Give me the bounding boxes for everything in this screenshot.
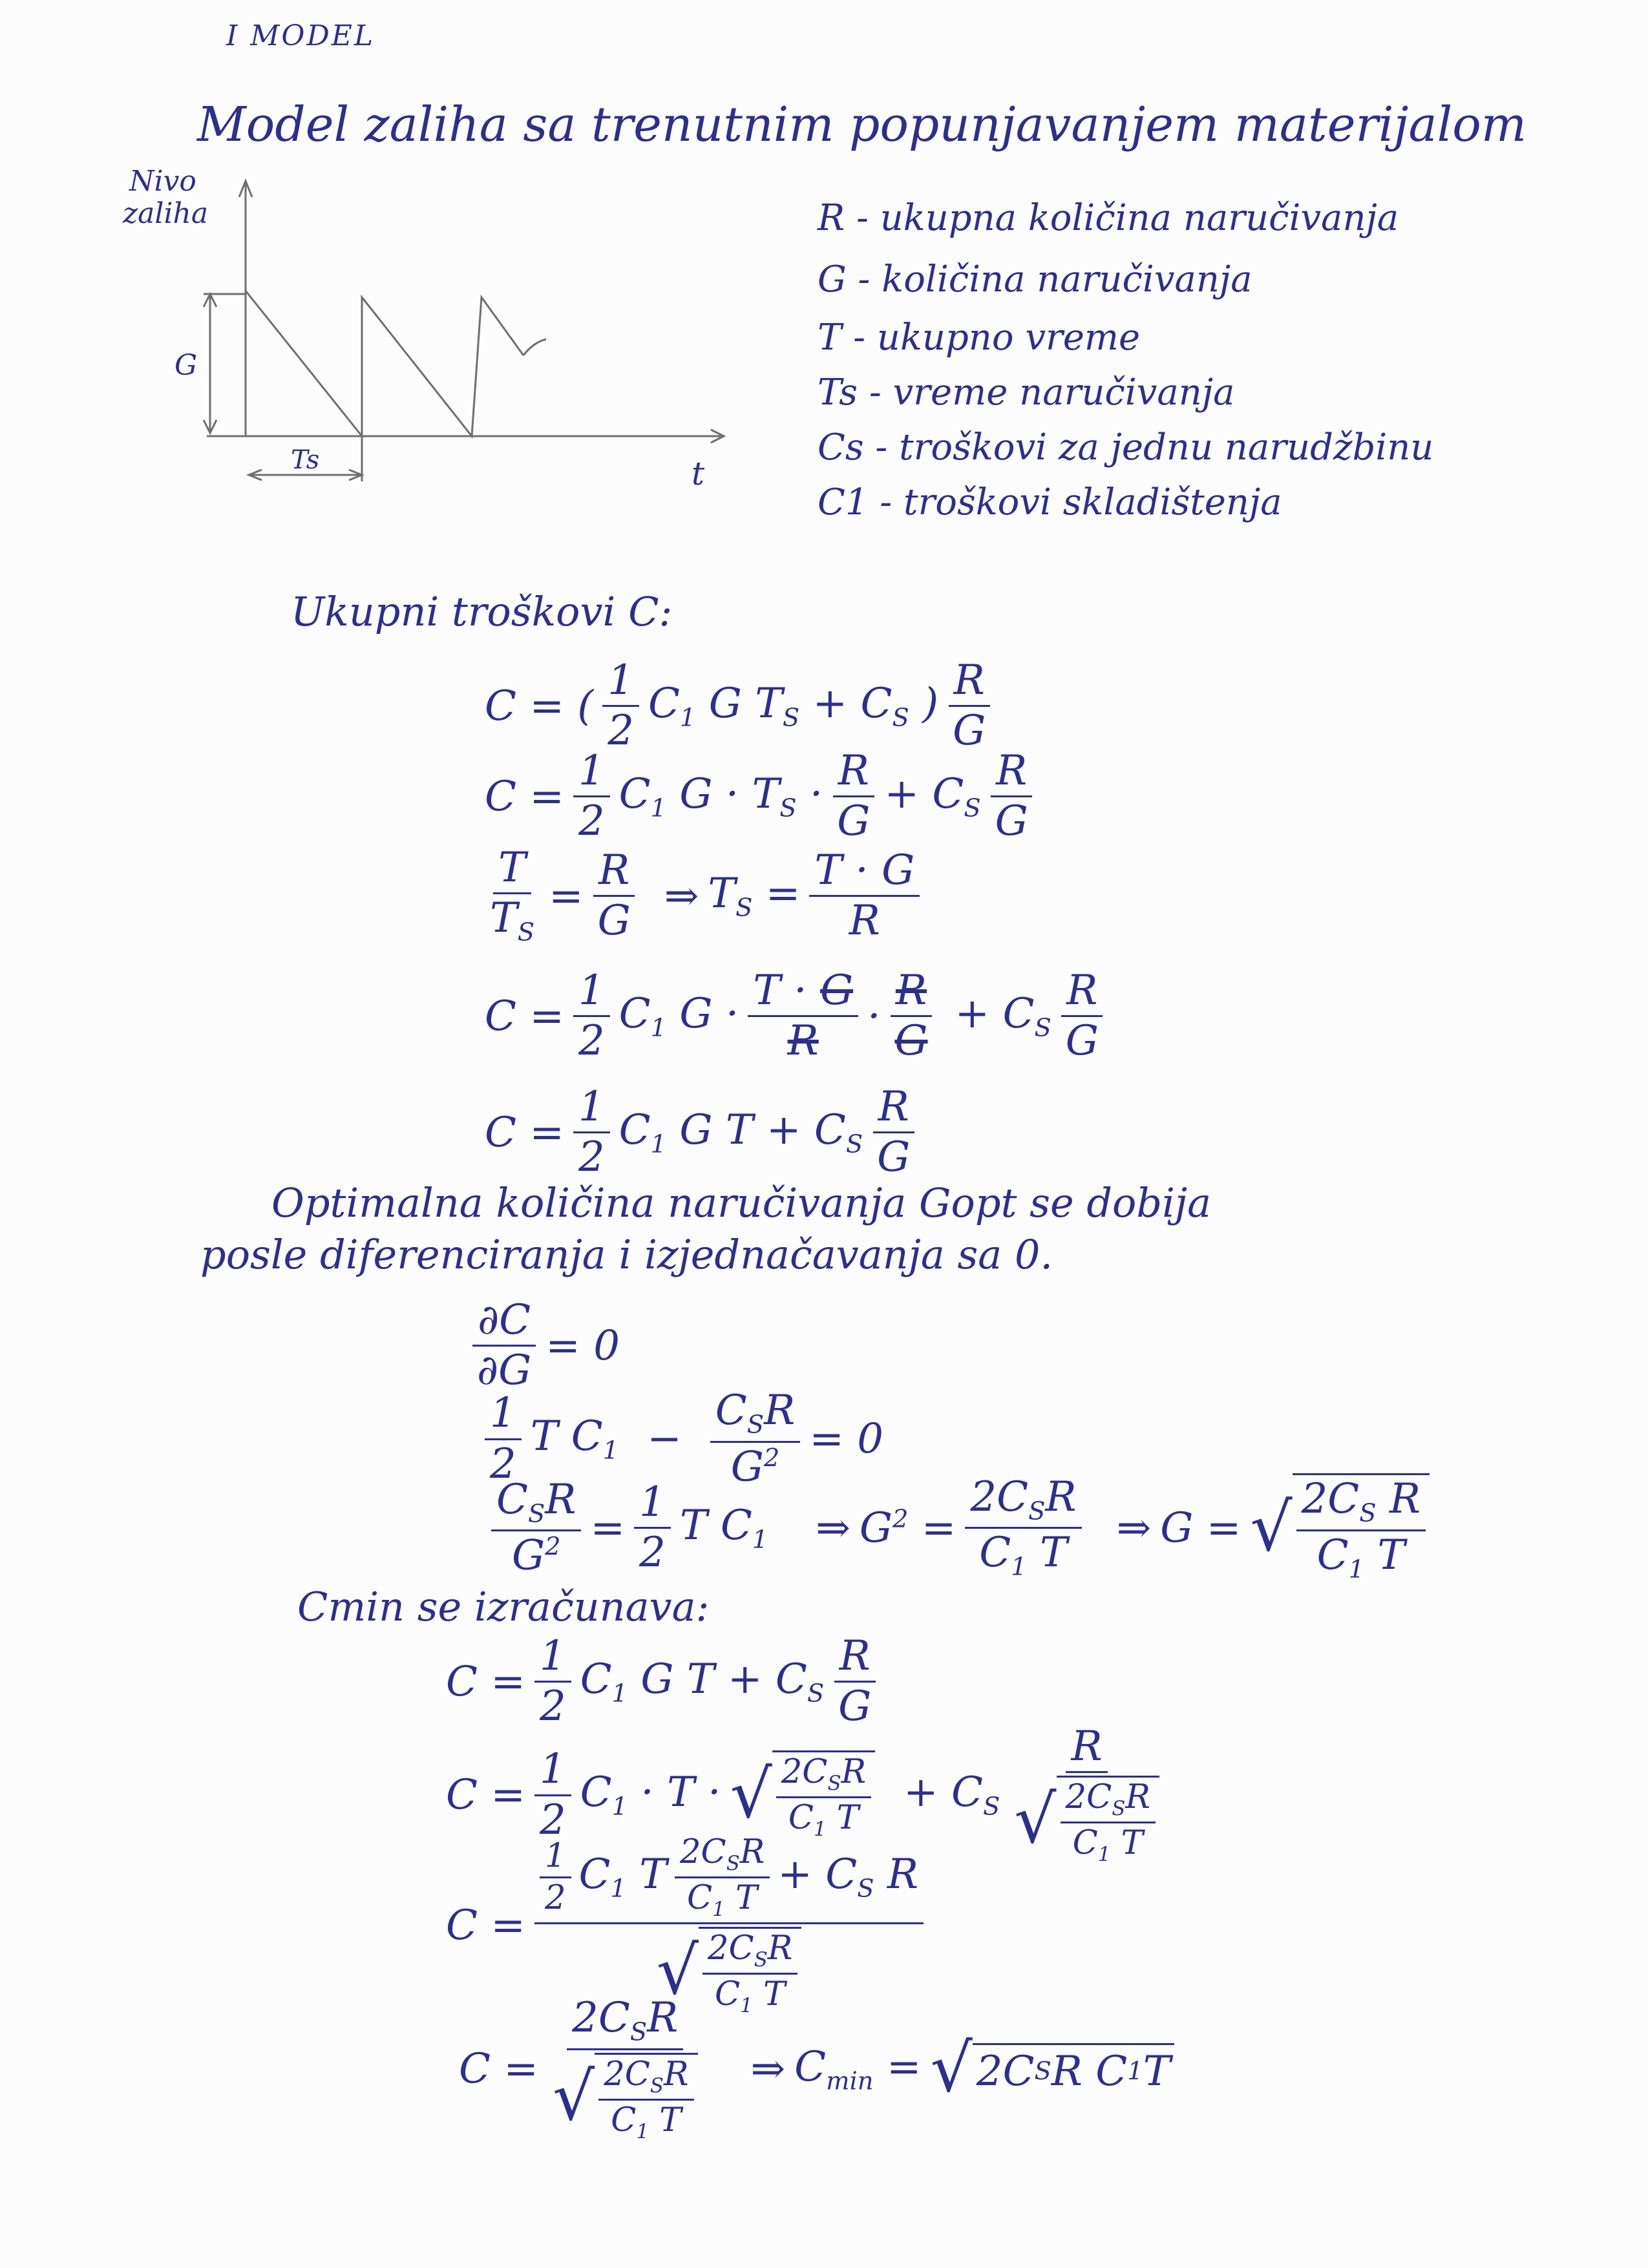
height-label-G: G [174, 349, 198, 382]
cmin-intro: Cmin se izračunava: [297, 1583, 710, 1630]
legend-G: G - količina naručivanja [818, 258, 1252, 300]
equation-cost-1: C = ( $\frac{1}{2}$ $C_1$ G $T_S + C_S$ ) $\frac{R}{G}$ [485, 659, 991, 753]
legend-Cs: Cs - troškovi za jednu narudžbinu [818, 426, 1434, 468]
period-label-Ts: Ts [291, 445, 320, 475]
legend-R: R - ukupna količina naručivanja [818, 197, 1399, 239]
inventory-diagram [110, 162, 730, 498]
y-axis-label-line2: zaliha [123, 197, 209, 230]
equation-cmin-1: C = $\frac{1}{2}$ $C_1$ G $T + C_S$ $\frac{R}{G}$ [446, 1635, 876, 1728]
equation-cmin-3: C = $\frac{1}{2}$ $C_1$ T $\frac{2C_SR}{C_1 T}$ + $C_S$ R √ $\frac{2C_SR}{C_1 T}$ [446, 1835, 924, 2016]
page-header: I MODEL [226, 19, 375, 52]
equation-derivative: $\frac{\partial C}{\partial G}$ = 0 [472, 1299, 620, 1392]
equation-cost-substituted: C = $\frac{1}{2}$ $C_1$ G · $\frac{T \cdot G}{R}$ · $\frac{R}{G}$ + $C_S$ $\frac{R}{G}$ [485, 969, 1104, 1063]
equation-cmin-final: C = $2C_SR$ √ $\frac{2C_SR}{C_1 T}$ ⇒ $C_{min}$ = √ 2C S R C 1 T [459, 1997, 1174, 2142]
equation-cmin-2: C = $\frac{1}{2}$ $C_1 \cdot T$ · √ $\frac{2C_SR}{C_1 T}$ + $C_S$ R √ $\frac{2C_SR}{C_1 T}$ [446, 1725, 1165, 1865]
equation-cost-2: C = $\frac{1}{2}$ $C_1$ $G \cdot T_S$ · $\frac{R}{G}$ + $C_S$ $\frac{R}{G}$ [485, 750, 1033, 843]
legend-C1: C1 - troškovi skladištenja [818, 481, 1282, 523]
legend-T: T - ukupno vreme [818, 317, 1141, 359]
y-axis-label-line1: Nivo [129, 165, 196, 198]
equation-cost-simplified: C = $\frac{1}{2}$ $C_1$ G $T + C_S$ $\frac{R}{G}$ [485, 1086, 915, 1179]
section-total-costs: Ukupni troškovi C: [291, 588, 673, 635]
x-axis-label-t: t [692, 455, 705, 492]
optimal-text-line2: posle diferenciranja i izjednačavanja sa 0. [200, 1231, 1053, 1278]
legend-Ts: Ts - vreme naručivanja [818, 372, 1235, 414]
equation-ts-relation: $\frac{T}{T_S}$ = $\frac{R}{G}$ ⇒ $T_S$ = $\frac{T \cdot G}{R}$ [485, 846, 920, 946]
page-title: Model zaliha sa trenutnim popunjavanjem materijalom [197, 97, 1527, 152]
equation-gopt: $\frac{C_SR}{G^2}$ = $\frac{1}{2}$ T $C_1$ ⇒ $G^2$ = $\frac{2C_SR}{C_1 T}$ ⇒ G = √ $\frac{2C_S R}{C_1 T}$ [491, 1473, 1430, 1583]
optimal-text-line1: Optimalna količina naručivanja Gopt se dobija [271, 1179, 1212, 1226]
equation-derivative-expanded: $\frac{1}{2}$ T $C_1$ − $\frac{C_SR}{G^2}$ = 0 [485, 1389, 883, 1489]
